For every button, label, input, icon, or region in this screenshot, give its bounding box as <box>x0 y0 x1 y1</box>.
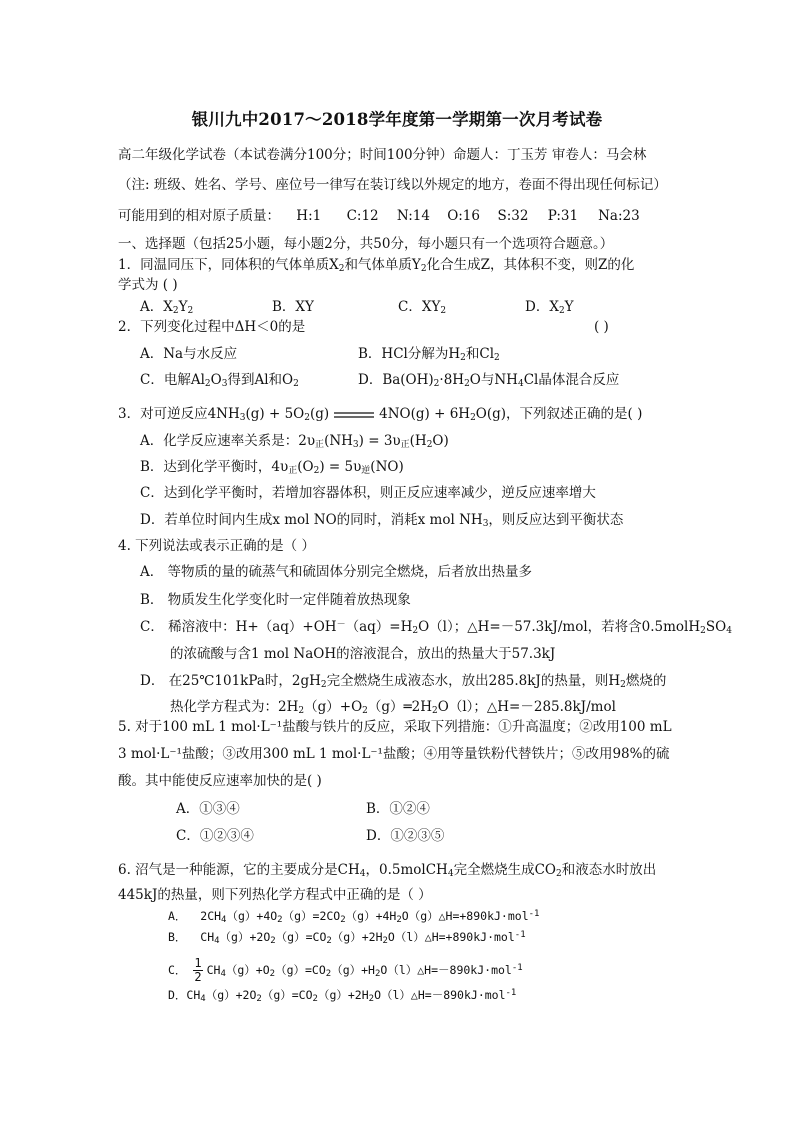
q1-stem-part: 1．同温同压下，同体积的气体单质X <box>118 257 339 273</box>
q2-option-c-text: C．电解Al <box>140 372 205 388</box>
q2-option-d-text: D．Ba(OH) <box>358 372 434 388</box>
q5-option-a: A．①③④ <box>176 801 240 817</box>
q5-option-c: C．①②③④ <box>176 828 254 844</box>
question-2-stem: 2．下列变化过程中ΔH＜0的是 <box>118 319 306 335</box>
q2-option-b-text: B．HCl分解为H <box>358 346 461 362</box>
atomic-mass: P:31 <box>547 208 579 224</box>
question-4-stem: 4. 下列说法或表示正确的是（ ） <box>118 538 315 554</box>
question-6-line2: 445kJ的热量，则下列热化学方程式中正确的是（ ） <box>118 887 432 903</box>
q4-option-d-line1: D． 在25℃101kPa时，$2gH_2$完全燃烧生成液态水，放出285.8kJ的热量，则$H_2$燃烧的 <box>140 673 667 690</box>
q4-option-c-text: C． 稀溶液中：H+（aq）+OH <box>140 619 337 635</box>
question-1-stem-line2: 学式为 ( ) <box>118 277 178 293</box>
q2-option-c: C．电解$Al_2O_3$得到Al和$O_2$ <box>140 372 299 389</box>
q3-option-b: B．达到化学平衡时，$4\upsilon_正(O_2) = 5\upsilon_逆(NO)$ <box>140 459 404 476</box>
q3-stem-part: O(g)，下列叙述正确的是( ) <box>475 406 643 422</box>
section-heading: 一、选择题（包括25小题，每小题2分，共50分，每小题只有一个选项符合题意。） <box>118 236 614 252</box>
q1-option-d: D．$X_2Y$ <box>525 299 574 316</box>
q2-option-d: D．$Ba(OH)_2\cdot 8H_2O$与$NH_4Cl$晶体混合反应 <box>358 372 620 389</box>
q2-answer-bracket: ( ) <box>594 319 609 335</box>
exam-note-line: （注: 班级、姓名、学号、座位号一律写在装订线以外规定的地方，卷面不得出现任何标记） <box>118 177 667 193</box>
q1-option-d-text: D．X <box>525 299 559 315</box>
atomic-mass: N:14 <box>396 208 430 224</box>
q3-option-a-text: A．化学反应速率关系是：2υ <box>140 433 316 449</box>
q1-stem-part: 和气体单质Y <box>344 257 421 273</box>
q4-option-d-line2: 热化学方程式为：$2H_2(g)+O_2(g)═2H_2O(l)$；△H=－285.8kJ/mol <box>170 699 616 716</box>
atomic-mass: Na:23 <box>598 208 640 224</box>
q6-option-d: D．$CH_4(g)+2O_2(g)=CO_2(g)+2H_2O(l)\triangle H=-890kJ\cdot mol^{-1}$ <box>168 988 517 1004</box>
q3-option-c: C．达到化学平衡时，若增加容器体积，则正反应速率减少，逆反应速率增大 <box>140 485 596 501</box>
atomic-masses-line <box>118 207 640 225</box>
q4-option-c-line2: 的浓硫酸与含1 mol NaOH的溶液混合，放出的热量大于57.3kJ <box>170 646 556 662</box>
q6-stem-part: ，0.5molCH <box>365 862 448 878</box>
q4-option-d-text2: 热化学方程式为：2H <box>170 699 299 715</box>
question-3-stem: 3．对可逆反应$4NH_3(g) + 5O_2(g) 4NO(g) + 6H_2O(g)$，下列叙述正确的是( ) <box>118 406 643 423</box>
q1-option-a: A．$X_2Y_2$ <box>140 299 194 316</box>
question-1-stem: 1．同温同压下，同体积的气体单质$X_2$和气体单质$Y_2$化合生成Z，其体积不变，则Z的化 <box>118 257 635 274</box>
fraction-one-half <box>193 957 202 984</box>
exam-title: 银川九中2017～2018学年度第一学期第一次月考试卷 <box>191 110 603 129</box>
question-5-line3: 酸。其中能使反应速率加快的是( ) <box>118 773 322 789</box>
question-6-line1: 6. 沼气是一种能源，它的主要成分是$CH_4$，0.5molCH$_4$完全燃烧生成$CO_2$和液态水时放出 <box>118 862 657 879</box>
q1-option-c-text: C．XY <box>398 299 441 315</box>
q5-option-b: B．①②④ <box>366 801 430 817</box>
q1-stem-part: 化合生成Z，其体积不变，则Z的化 <box>426 257 635 273</box>
q2-option-b: B．HCl分解为$H_2$和$Cl_2$ <box>358 346 500 363</box>
q4-option-c-line1: C． 稀溶液中：$H+(aq)+OH^-(aq)=H_2O(l)$；△H=－57.3kJ/mol，若将含$0.5molH_2SO_4$ <box>140 619 732 636</box>
q3-option-b-text: B．达到化学平衡时，4υ <box>140 459 289 475</box>
q6-stem-part: 和液态水时放出 <box>561 862 657 878</box>
q6-option-a: A． $2CH_4(g)+4O_2(g)=2CO_2(g)+4H_2O(g)\triangle H=+890kJ\cdot mol^{-1}$ <box>168 909 540 925</box>
reversible-arrow-icon <box>333 411 375 419</box>
q2-option-a: A．Na与水反应 <box>140 346 238 362</box>
atomic-mass: H:1 <box>296 208 322 224</box>
fraction-denominator: 2 <box>194 970 202 984</box>
atomic-mass: S:32 <box>497 208 529 224</box>
q3-option-d: D．若单位时间内生成x mol NO的同时，消耗x mol $NH_3$，则反应达到平衡状态 <box>140 512 624 529</box>
q4-option-b: B． 物质发生化学变化时一定伴随着放热现象 <box>140 592 411 608</box>
q5-option-d: D．①②③⑤ <box>366 828 445 844</box>
q3-stem-part: 3．对可逆反应4NH <box>118 406 240 422</box>
atomic-mass: C:12 <box>346 208 379 224</box>
question-5-line2: 3 mol·L⁻¹盐酸；③改用300 mL 1 mol·L⁻¹盐酸；④用等量铁粉代替铁片；⑤改用98%的硫 <box>118 746 670 762</box>
exam-info-line: 高二年级化学试卷（本试卷满分100分；时间100分钟）命题人：丁玉芳 审卷人：马会林 <box>118 147 647 163</box>
q3-stem-part: 4NO(g) + 6H <box>379 406 471 422</box>
q3-option-d-text: D．若单位时间内生成x mol NO的同时，消耗x mol NH <box>140 512 483 528</box>
q4-option-d-text: D． 在25℃101kPa时，2gH <box>140 673 321 689</box>
q6-option-b: B． $CH_4(g)+2O_2(g)=CO_2(g)+2H_2O(l)\triangle H=+890kJ\cdot mol^{-1}$ <box>168 930 526 946</box>
atomic-mass: O:16 <box>447 208 480 224</box>
fraction-numerator: 1 <box>194 956 202 970</box>
q3-option-a: A．化学反应速率关系是：$2\upsilon_正(NH_3) = 3\upsilon_正(H_2O)$ <box>140 433 449 450</box>
atomic-masses-label: 可能用到的相对原子质量： <box>118 208 280 224</box>
q6-stem-part: 6. 沼气是一种能源，它的主要成分是CH <box>118 862 360 878</box>
q4-option-a: A． 等物质的量的硫蒸气和硫固体分别完全燃烧，后者放出热量多 <box>140 564 533 580</box>
q6-option-c: C． $\frac{1}{2}$ $CH_4(g)+O_2(g)=CO_2(g)+H_2O(l)\triangle H=-890kJ\cdot mol^{-1}$ <box>168 956 523 984</box>
q1-option-a-text: A．X <box>140 299 173 315</box>
question-5-line1: 5. 对于100 mL 1 mol·L⁻¹盐酸与铁片的反应，采取下列措施：①升高温度；②改用100 mL <box>118 719 672 735</box>
q6-stem-part: 完全燃烧生成CO <box>453 862 556 878</box>
q1-option-c: C．$XY_2$ <box>398 299 447 316</box>
q1-option-b: B．XY <box>272 299 314 315</box>
